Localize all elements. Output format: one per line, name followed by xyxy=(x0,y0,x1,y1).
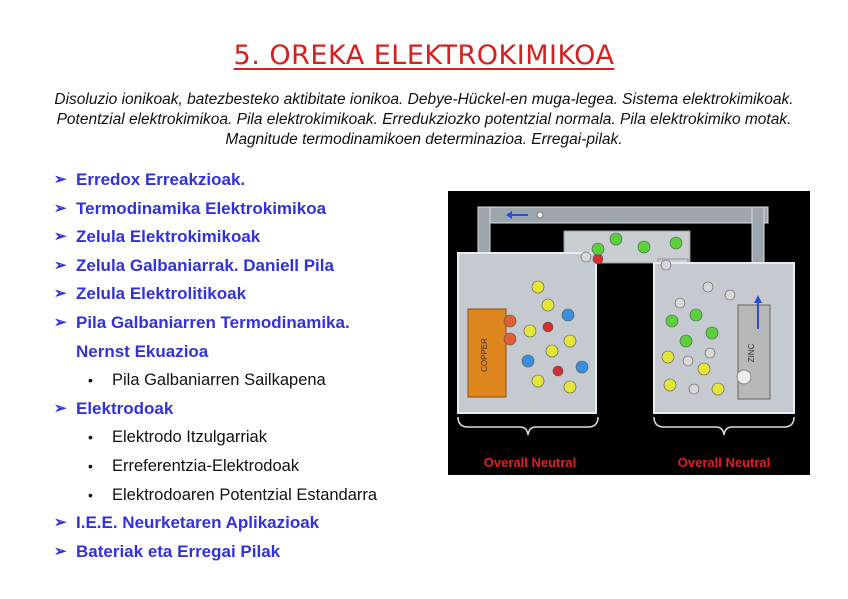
copper-label: COPPER xyxy=(480,338,489,372)
right-caption: Overall Neutral xyxy=(677,455,771,470)
outline-topic xyxy=(54,195,454,224)
bullet-icon: • xyxy=(88,486,93,503)
outline-text: Zelula Elektrolitikoak xyxy=(76,284,247,304)
outline-topic xyxy=(54,309,454,338)
arrow-bullet-icon: ➢ xyxy=(54,199,67,217)
outline-list xyxy=(54,166,454,566)
left-caption: Overall Neutral xyxy=(483,455,577,470)
outline-text: Zelula Galbaniarrak. Daniell Pila xyxy=(76,255,334,275)
topic-summary: Disoluzio ionikoak, batezbesteko aktibitate ionikoa. Debye-Hückel-en muga-legea. Sistema elektrokimikoak. Potentzial elektrokimikoa. Pila elektrokimikoak. Erredukziozko potentzial normala. Pila elektrokimiko motak. Magnitude termodinamikoen determinazioa. Erregai-pilak. xyxy=(54,91,794,148)
bullet-icon: • xyxy=(88,372,93,389)
arrow-bullet-icon: ➢ xyxy=(54,228,67,246)
outline-text: Termodinamika Elektrokimikoa xyxy=(76,198,327,218)
bullet-icon: • xyxy=(88,429,93,446)
outline-text: Elektrodoak xyxy=(76,398,174,418)
outline-topic xyxy=(54,280,454,309)
outline-text: Pila Galbaniarren Sailkapena xyxy=(112,371,326,390)
outline-topic xyxy=(54,538,454,567)
outline-text: Bateriak eta Erregai Pilak xyxy=(76,541,281,561)
outline-text: Pila Galbaniarren Termodinamika. xyxy=(76,312,350,332)
arrow-bullet-icon: ➢ xyxy=(54,542,67,560)
outline-subtopic xyxy=(54,481,454,510)
outline-text: Erreferentzia-Elektrodoak xyxy=(112,456,300,475)
zinc-label: ZINC xyxy=(747,343,756,363)
arrow-bullet-icon: ➢ xyxy=(54,256,67,274)
bullet-icon: • xyxy=(88,457,93,474)
outline-topic xyxy=(54,395,454,424)
outline-text: I.E.E. Neurketaren Aplikazioak xyxy=(76,513,320,533)
outline-subtopic xyxy=(54,366,454,395)
outline-text: Zelula Elektrokimikoak xyxy=(76,227,261,247)
arrow-bullet-icon: ➢ xyxy=(54,313,67,331)
arrow-bullet-icon: ➢ xyxy=(54,285,67,303)
outline-text: Nernst Ekuazioa xyxy=(76,341,209,361)
arrow-bullet-icon: ➢ xyxy=(54,514,67,532)
outline-subtopic xyxy=(54,423,454,452)
daniell-cell-figure xyxy=(448,191,810,475)
outline-topic xyxy=(54,166,454,195)
outline-topic xyxy=(54,252,454,281)
arrow-bullet-icon: ➢ xyxy=(54,399,67,417)
arrow-bullet-icon: ➢ xyxy=(54,171,67,188)
outline-subtopic xyxy=(54,452,454,481)
outline-text: Erredox Erreakzioak. xyxy=(76,170,246,189)
outline-topic xyxy=(54,223,454,252)
outline-text: Elektrodoaren Potentzial Estandarra xyxy=(112,485,378,504)
page-title: 5. OREKA ELEKTROKIMIKOA xyxy=(233,40,615,71)
outline-topic xyxy=(54,338,454,367)
outline-topic xyxy=(54,509,454,538)
outline-text: Elektrodo Itzulgarriak xyxy=(112,428,267,447)
